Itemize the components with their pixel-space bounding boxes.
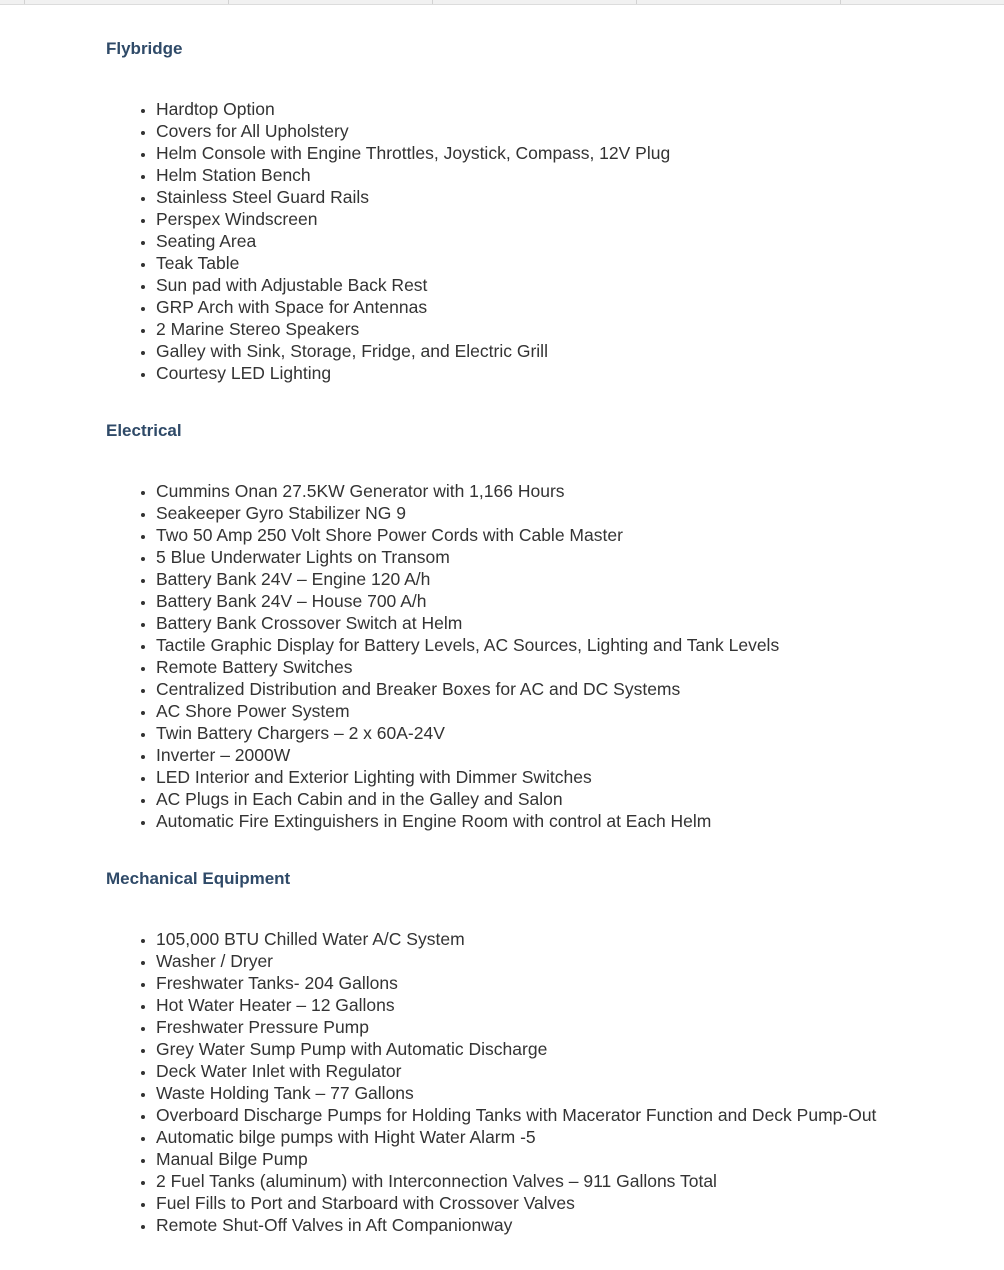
table-column-divider [432,0,433,4]
table-column-divider [228,0,229,4]
feature-list [106,928,986,1236]
list-item: • AC Shore Power System [156,700,986,722]
list-item: • Hot Water Heater – 12 Gallons [156,994,986,1016]
list-item: • Battery Bank 24V – Engine 120 A/h [156,568,986,590]
section-electrical [106,418,986,832]
list-item: • Hardtop Option [156,98,986,120]
spec-document [106,36,986,1270]
list-item: • Two 50 Amp 250 Volt Shore Power Cords with Cable Master [156,524,986,546]
list-item: • Grey Water Sump Pump with Automatic Discharge [156,1038,986,1060]
list-item: • Tactile Graphic Display for Battery Levels, AC Sources, Lighting and Tank Levels [156,634,986,656]
list-item: • Freshwater Pressure Pump [156,1016,986,1038]
table-column-divider [24,0,25,4]
section-flybridge [106,36,986,384]
list-item: • Galley with Sink, Storage, Fridge, and Electric Grill [156,340,986,362]
table-column-divider [840,0,841,4]
list-item: • Freshwater Tanks- 204 Gallons [156,972,986,994]
list-item: • Teak Table [156,252,986,274]
list-item: • Overboard Discharge Pumps for Holding Tanks with Macerator Function and Deck Pump-Out [156,1104,986,1126]
list-item: • 2 Marine Stereo Speakers [156,318,986,340]
list-item: • Manual Bilge Pump [156,1148,986,1170]
list-item: • Cummins Onan 27.5KW Generator with 1,166 Hours [156,480,986,502]
list-item: • Waste Holding Tank – 77 Gallons [156,1082,986,1104]
list-item: • Covers for All Upholstery [156,120,986,142]
list-item: • Battery Bank Crossover Switch at Helm [156,612,986,634]
list-item: • 5 Blue Underwater Lights on Transom [156,546,986,568]
list-item: • LED Interior and Exterior Lighting with Dimmer Switches [156,766,986,788]
list-item: • Centralized Distribution and Breaker Boxes for AC and DC Systems [156,678,986,700]
list-item: • Deck Water Inlet with Regulator [156,1060,986,1082]
list-item: • Perspex Windscreen [156,208,986,230]
list-item: • Remote Shut-Off Valves in Aft Companionway [156,1214,986,1236]
list-item: • Washer / Dryer [156,950,986,972]
list-item: • Courtesy LED Lighting [156,362,986,384]
list-item: • Inverter – 2000W [156,744,986,766]
section-mechanical-equipment [106,866,986,1236]
table-column-divider [636,0,637,4]
list-item: • GRP Arch with Space for Antennas [156,296,986,318]
feature-list [106,480,986,832]
list-item: • Fuel Fills to Port and Starboard with Crossover Valves [156,1192,986,1214]
list-item: • Sun pad with Adjustable Back Rest [156,274,986,296]
list-item: • Battery Bank 24V – House 700 A/h [156,590,986,612]
list-item: • 105,000 BTU Chilled Water A/C System [156,928,986,950]
feature-list [106,98,986,384]
list-item: • Helm Console with Engine Throttles, Joystick, Compass, 12V Plug [156,142,986,164]
list-item: • Automatic bilge pumps with Hight Water Alarm -5 [156,1126,986,1148]
list-item: • Seakeeper Gyro Stabilizer NG 9 [156,502,986,524]
section-heading: Flybridge [106,39,183,58]
list-item: • 2 Fuel Tanks (aluminum) with Interconnection Valves – 911 Gallons Total [156,1170,986,1192]
list-item: • Stainless Steel Guard Rails [156,186,986,208]
section-heading: Mechanical Equipment [106,869,291,888]
list-item: • AC Plugs in Each Cabin and in the Galley and Salon [156,788,986,810]
list-item: • Automatic Fire Extinguishers in Engine Room with control at Each Helm [156,810,986,832]
list-item: • Helm Station Bench [156,164,986,186]
list-item: • Twin Battery Chargers – 2 x 60A-24V [156,722,986,744]
section-heading: Electrical [106,421,182,440]
top-table-border [0,0,1004,5]
list-item: • Seating Area [156,230,986,252]
list-item: • Remote Battery Switches [156,656,986,678]
